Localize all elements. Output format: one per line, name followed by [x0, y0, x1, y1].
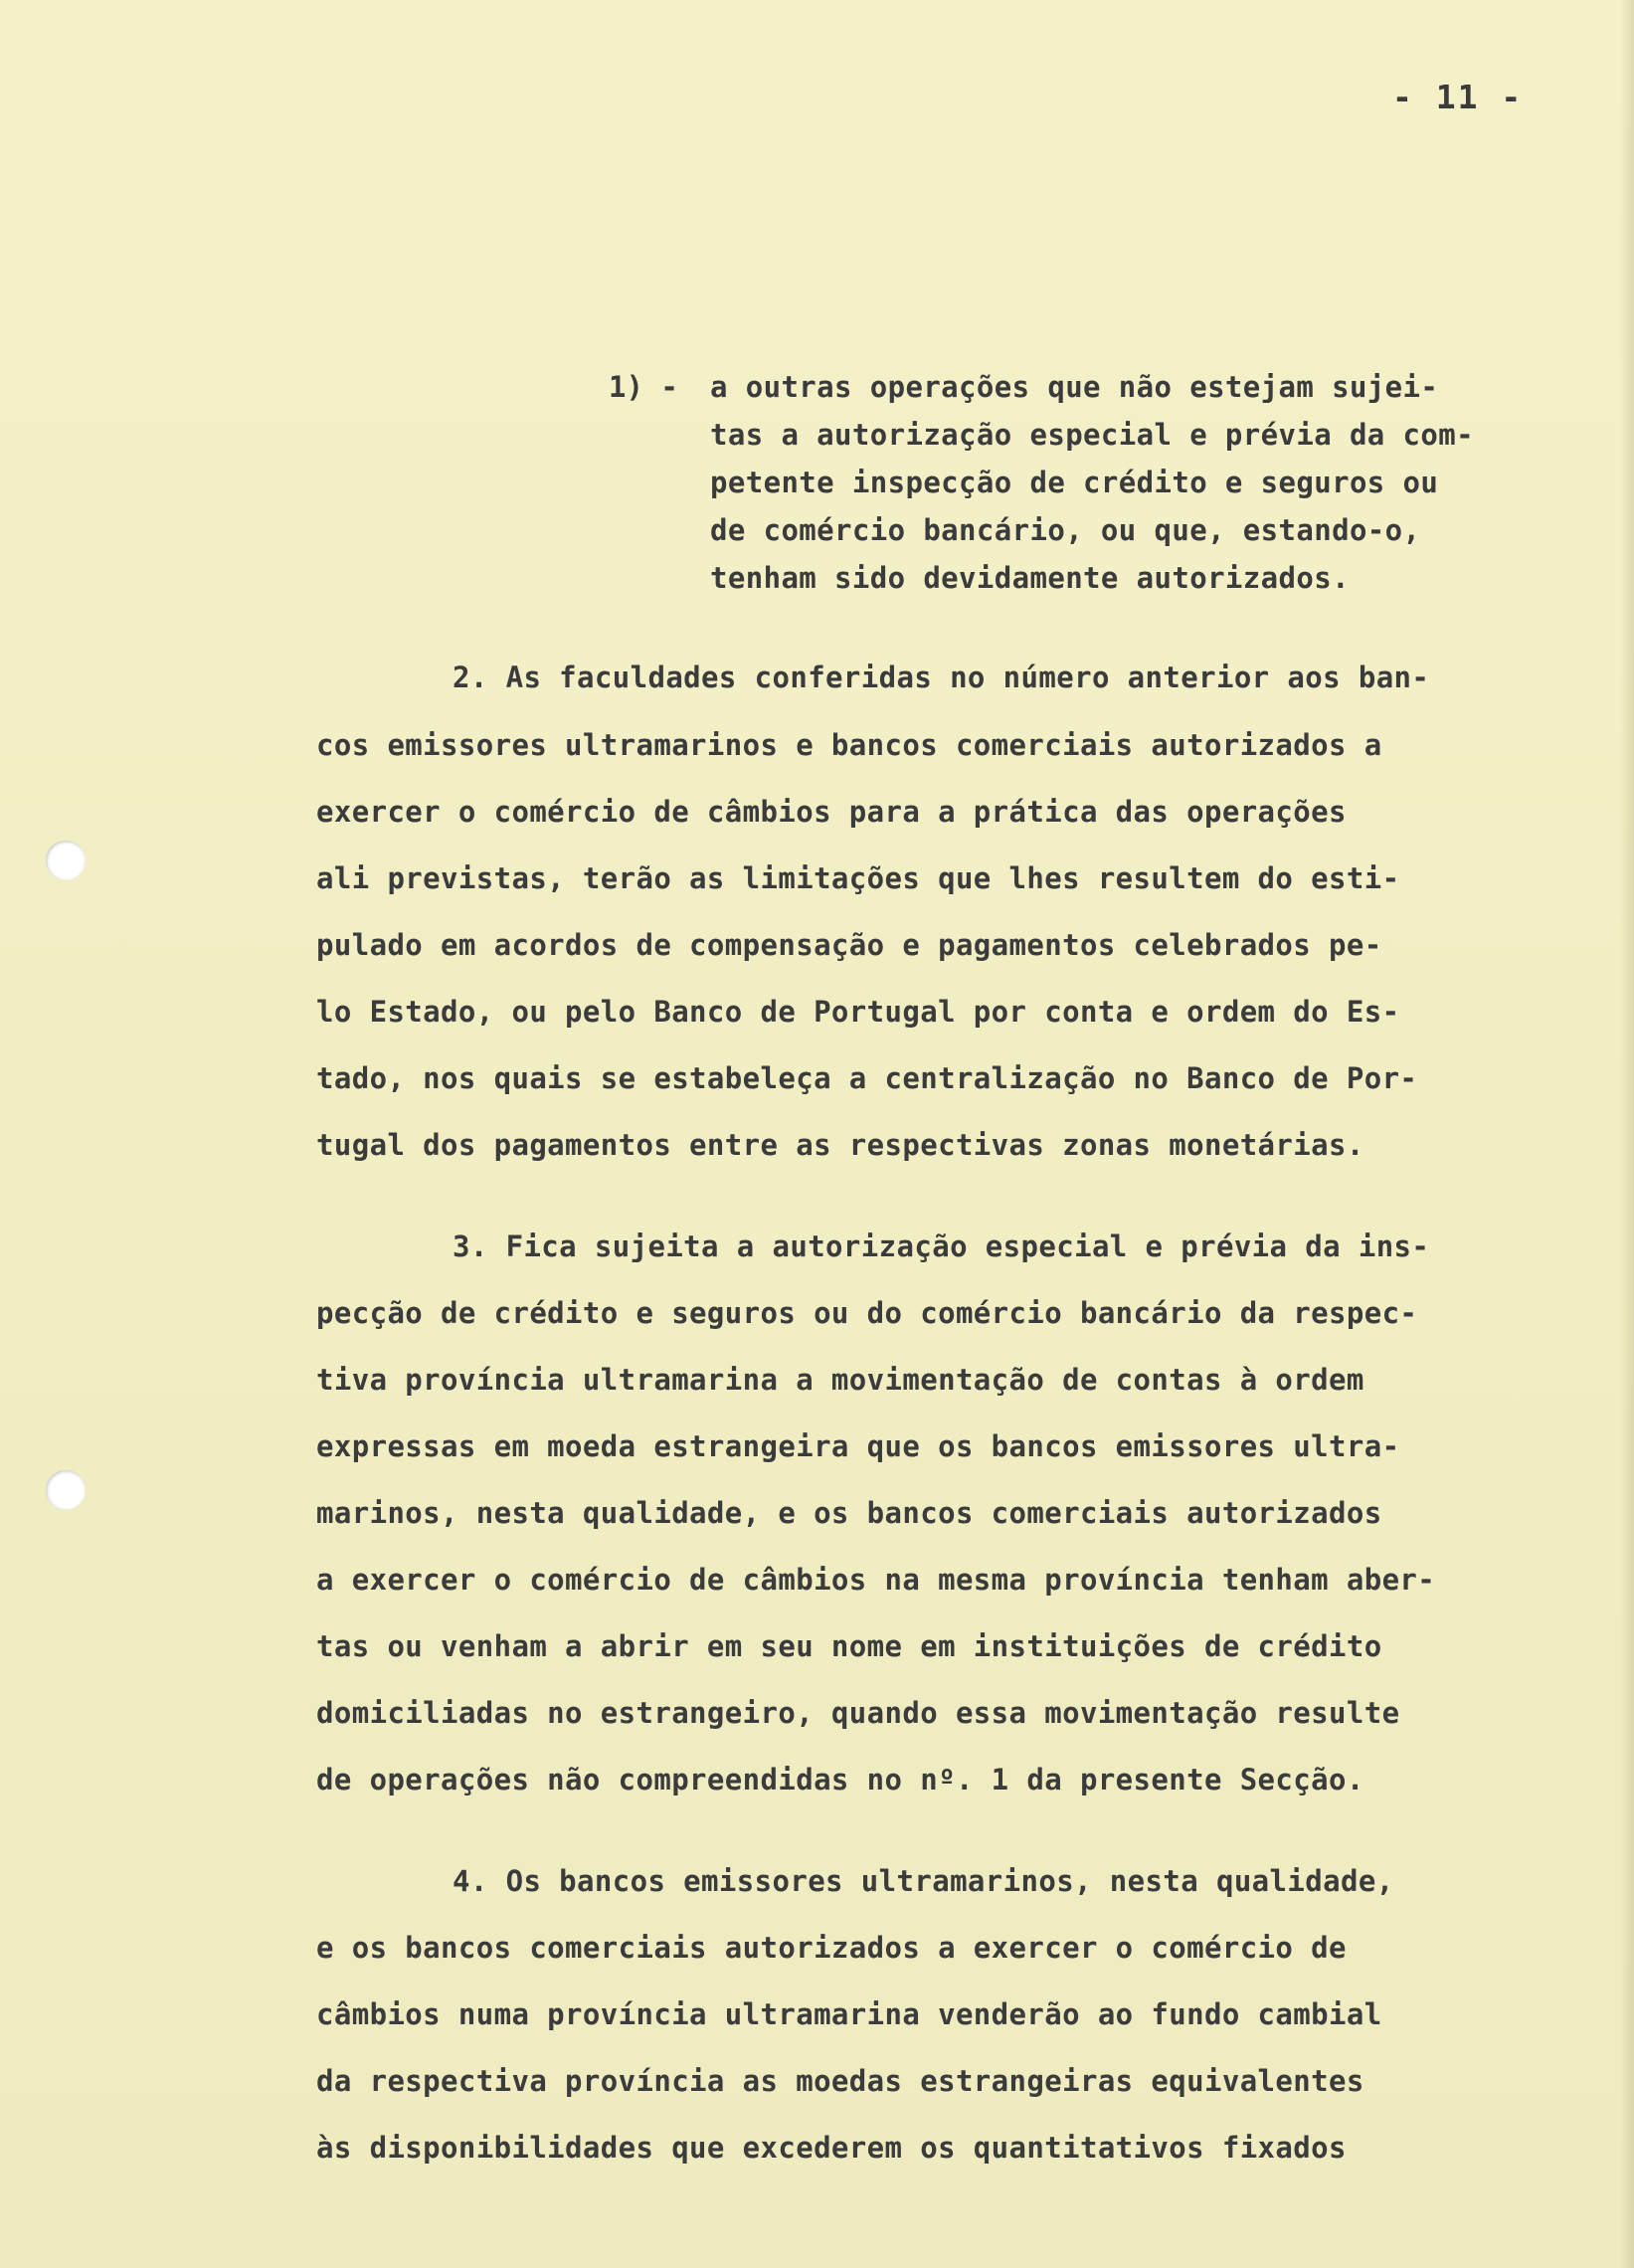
paragraph-3-line: tas ou venham a abrir em seu nome em instituições de crédito — [316, 1629, 1382, 1663]
punch-hole — [46, 841, 86, 880]
paragraph-4-line: e os bancos comerciais autorizados a exercer o comércio de — [316, 1931, 1347, 1965]
paragraph-3-line: expressas em moeda estrangeira que os bancos emissores ultra- — [316, 1429, 1400, 1463]
paragraph-2-line: 2. As faculdades conferidas no número anterior aos ban- — [453, 661, 1430, 694]
item-1-line: de comércio bancário, ou que, estando-o, — [710, 513, 1421, 547]
paragraph-2-line: cos emissores ultramarinos e bancos comerciais autorizados a — [316, 728, 1382, 762]
paragraph-2-line: ali previstas, terão as limitações que lhes resultem do esti- — [316, 861, 1400, 895]
page-edge-shadow — [1620, 0, 1634, 2268]
item-label: 1) - — [609, 370, 678, 404]
punch-hole — [46, 1470, 86, 1510]
paragraph-3-line: de operações não compreendidas no nº. 1 da presente Secção. — [316, 1763, 1364, 1796]
paragraph-2-line: tugal dos pagamentos entre as respectivas zonas monetárias. — [316, 1128, 1364, 1162]
item-1-line: petente inspecção de crédito e seguros ou — [710, 466, 1439, 499]
paragraph-3-line: marinos, nesta qualidade, e os bancos comerciais autorizados — [316, 1496, 1382, 1530]
paragraph-3-line: tiva província ultramarina a movimentação de contas à ordem — [316, 1363, 1364, 1397]
item-1-line: a outras operações que não estejam sujei- — [710, 370, 1439, 404]
paragraph-2-line: tado, nos quais se estabeleça a centralização no Banco de Por- — [316, 1061, 1418, 1095]
item-1-line: tenham sido devidamente autorizados. — [710, 561, 1350, 595]
paragraph-3-line: 3. Fica sujeita a autorização especial e prévia da ins- — [453, 1229, 1430, 1263]
paragraph-3-line: pecção de crédito e seguros ou do comércio bancário da respec- — [316, 1296, 1418, 1330]
page-number: - 11 - — [1392, 78, 1524, 116]
paragraph-4-line: às disponibilidades que excederem os quantitativos fixados — [316, 2131, 1347, 2165]
paragraph-4-line: 4. Os bancos emissores ultramarinos, nesta qualidade, — [453, 1864, 1394, 1898]
paragraph-2-line: exercer o comércio de câmbios para a prática das operações — [316, 795, 1347, 829]
paragraph-3-line: a exercer o comércio de câmbios na mesma província tenham aber- — [316, 1563, 1436, 1597]
paragraph-2-line: pulado em acordos de compensação e pagamentos celebrados pe- — [316, 928, 1382, 962]
paragraph-3-line: domiciliadas no estrangeiro, quando essa movimentação resulte — [316, 1696, 1400, 1730]
paragraph-4-line: da respectiva província as moedas estrangeiras equivalentes — [316, 2064, 1364, 2098]
paragraph-2-line: lo Estado, ou pelo Banco de Portugal por conta e ordem do Es- — [316, 995, 1400, 1029]
item-1-line: tas a autorização especial e prévia da com- — [710, 418, 1474, 452]
paragraph-4-line: câmbios numa província ultramarina venderão ao fundo cambial — [316, 1997, 1382, 2031]
